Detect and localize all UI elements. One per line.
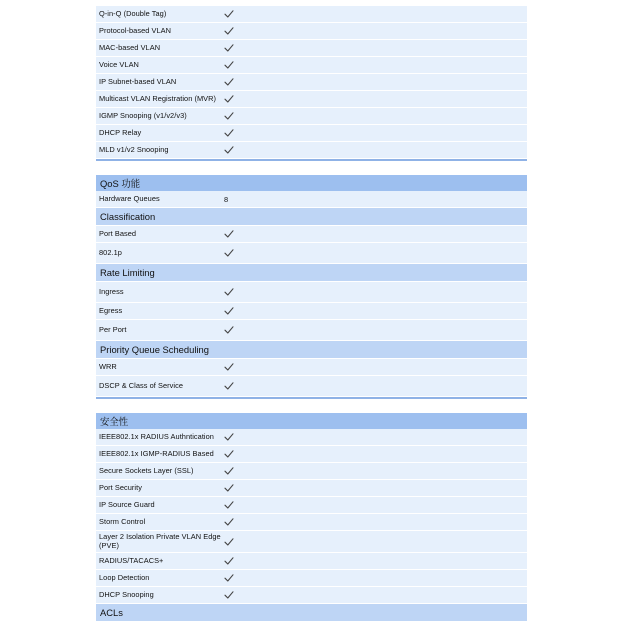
feature-value: 8 <box>224 194 229 204</box>
check-icon <box>224 43 234 53</box>
feature-row <box>96 282 527 303</box>
check-icon <box>224 248 234 258</box>
feature-row <box>96 226 527 243</box>
qos-section <box>96 175 527 399</box>
check-icon <box>224 77 234 87</box>
check-icon <box>224 325 234 335</box>
feature-label: IGMP Snooping (v1/v2/v3) <box>99 110 187 120</box>
feature-row <box>96 446 527 463</box>
sub-header-priority-queue: Priority Queue Scheduling <box>96 341 527 359</box>
feature-row <box>96 320 527 341</box>
feature-label: WRR <box>99 361 117 371</box>
feature-value <box>223 517 234 527</box>
section-gap <box>96 399 527 413</box>
feature-value <box>223 573 234 583</box>
feature-label: DSCP & Class of Service <box>99 380 183 390</box>
check-icon <box>224 111 234 121</box>
check-icon <box>224 432 234 442</box>
check-icon <box>224 26 234 36</box>
feature-label: Layer 2 Isolation Private VLAN Edge (PVE) <box>99 531 221 550</box>
feature-label: Port Based <box>99 228 137 238</box>
feature-row <box>96 243 527 264</box>
feature-row <box>96 40 527 57</box>
check-icon <box>224 381 234 391</box>
check-icon <box>224 517 234 527</box>
feature-row <box>96 74 527 91</box>
feature-row <box>96 142 527 159</box>
feature-row <box>96 480 527 497</box>
feature-value <box>223 556 234 566</box>
feature-row <box>96 108 527 125</box>
check-icon <box>224 9 234 19</box>
feature-label: RADIUS/TACACS+ <box>99 555 164 565</box>
feature-row <box>96 125 527 142</box>
feature-row <box>96 570 527 587</box>
feature-label: Egress <box>99 305 123 315</box>
feature-label: Voice VLAN <box>99 59 139 69</box>
security-section <box>96 413 527 622</box>
feature-value <box>223 381 234 391</box>
feature-row <box>96 57 527 74</box>
feature-row <box>96 359 527 376</box>
feature-label: DHCP Relay <box>99 127 142 137</box>
check-icon <box>224 466 234 476</box>
feature-label: 802.1p <box>99 247 122 257</box>
feature-label: IP Subnet-based VLAN <box>99 76 177 86</box>
feature-value <box>223 229 234 239</box>
feature-label: IEEE802.1x IGMP-RADIUS Based <box>99 448 214 458</box>
feature-value <box>223 325 234 335</box>
feature-value <box>223 466 234 476</box>
check-icon <box>224 306 234 316</box>
check-icon <box>224 556 234 566</box>
feature-label: MLD v1/v2 Snooping <box>99 144 169 154</box>
feature-row <box>96 191 527 208</box>
feature-label: Ingress <box>99 286 124 296</box>
sub-header-classification: Classification <box>96 208 527 226</box>
feature-value <box>223 590 234 600</box>
feature-label: Storm Control <box>99 516 146 526</box>
check-icon <box>224 449 234 459</box>
feature-value <box>223 26 234 36</box>
check-icon <box>224 590 234 600</box>
feature-value <box>223 500 234 510</box>
check-icon <box>224 128 234 138</box>
feature-row <box>96 497 527 514</box>
feature-label: Per Port <box>99 324 127 334</box>
check-icon <box>224 483 234 493</box>
feature-row <box>96 514 527 531</box>
feature-label: Multicast VLAN Registration (MVR) <box>99 93 217 103</box>
feature-value <box>223 9 234 19</box>
feature-value <box>223 43 234 53</box>
feature-label: Loop Detection <box>99 572 150 582</box>
feature-label: Port Security <box>99 482 142 492</box>
section-header-security: 安全性 <box>96 413 527 429</box>
feature-label: MAC-based VLAN <box>99 42 161 52</box>
feature-value <box>223 111 234 121</box>
feature-value <box>223 483 234 493</box>
feature-row <box>96 553 527 570</box>
section-header-qos: QoS 功能 <box>96 175 527 191</box>
feature-value <box>223 60 234 70</box>
feature-value <box>223 432 234 442</box>
vlan-feature-list <box>96 6 527 161</box>
check-icon <box>224 500 234 510</box>
feature-row <box>96 303 527 320</box>
sub-header-rate-limiting: Rate Limiting <box>96 264 527 282</box>
feature-label: Secure Sockets Layer (SSL) <box>99 465 194 475</box>
section-gap <box>96 161 527 175</box>
feature-row <box>96 531 527 553</box>
feature-label: IEEE802.1x RADIUS Authntication <box>99 431 214 441</box>
feature-row <box>96 376 527 397</box>
check-icon <box>224 229 234 239</box>
feature-label: Protocol-based VLAN <box>99 25 172 35</box>
feature-label: Q-in-Q (Double Tag) <box>99 8 167 18</box>
feature-value <box>223 77 234 87</box>
check-icon <box>224 362 234 372</box>
feature-row <box>96 6 527 23</box>
feature-label: Hardware Queues <box>99 193 160 203</box>
feature-value <box>223 449 234 459</box>
feature-row <box>96 91 527 108</box>
feature-value <box>223 362 234 372</box>
check-icon <box>224 94 234 104</box>
feature-value <box>223 128 234 138</box>
feature-value <box>223 94 234 104</box>
feature-label: DHCP Snooping <box>99 589 154 599</box>
feature-row <box>96 587 527 604</box>
feature-sheet <box>96 6 527 622</box>
check-icon <box>224 573 234 583</box>
check-icon <box>224 145 234 155</box>
feature-value <box>223 537 234 547</box>
feature-row <box>96 463 527 480</box>
feature-value <box>223 306 234 316</box>
feature-row <box>96 429 527 446</box>
feature-value <box>223 248 234 258</box>
feature-value <box>223 145 234 155</box>
check-icon <box>224 60 234 70</box>
check-icon <box>224 537 234 547</box>
sub-header-acls: ACLs <box>96 604 527 622</box>
feature-row <box>96 23 527 40</box>
check-icon <box>224 287 234 297</box>
feature-label: IP Source Guard <box>99 499 155 509</box>
feature-value <box>223 287 234 297</box>
